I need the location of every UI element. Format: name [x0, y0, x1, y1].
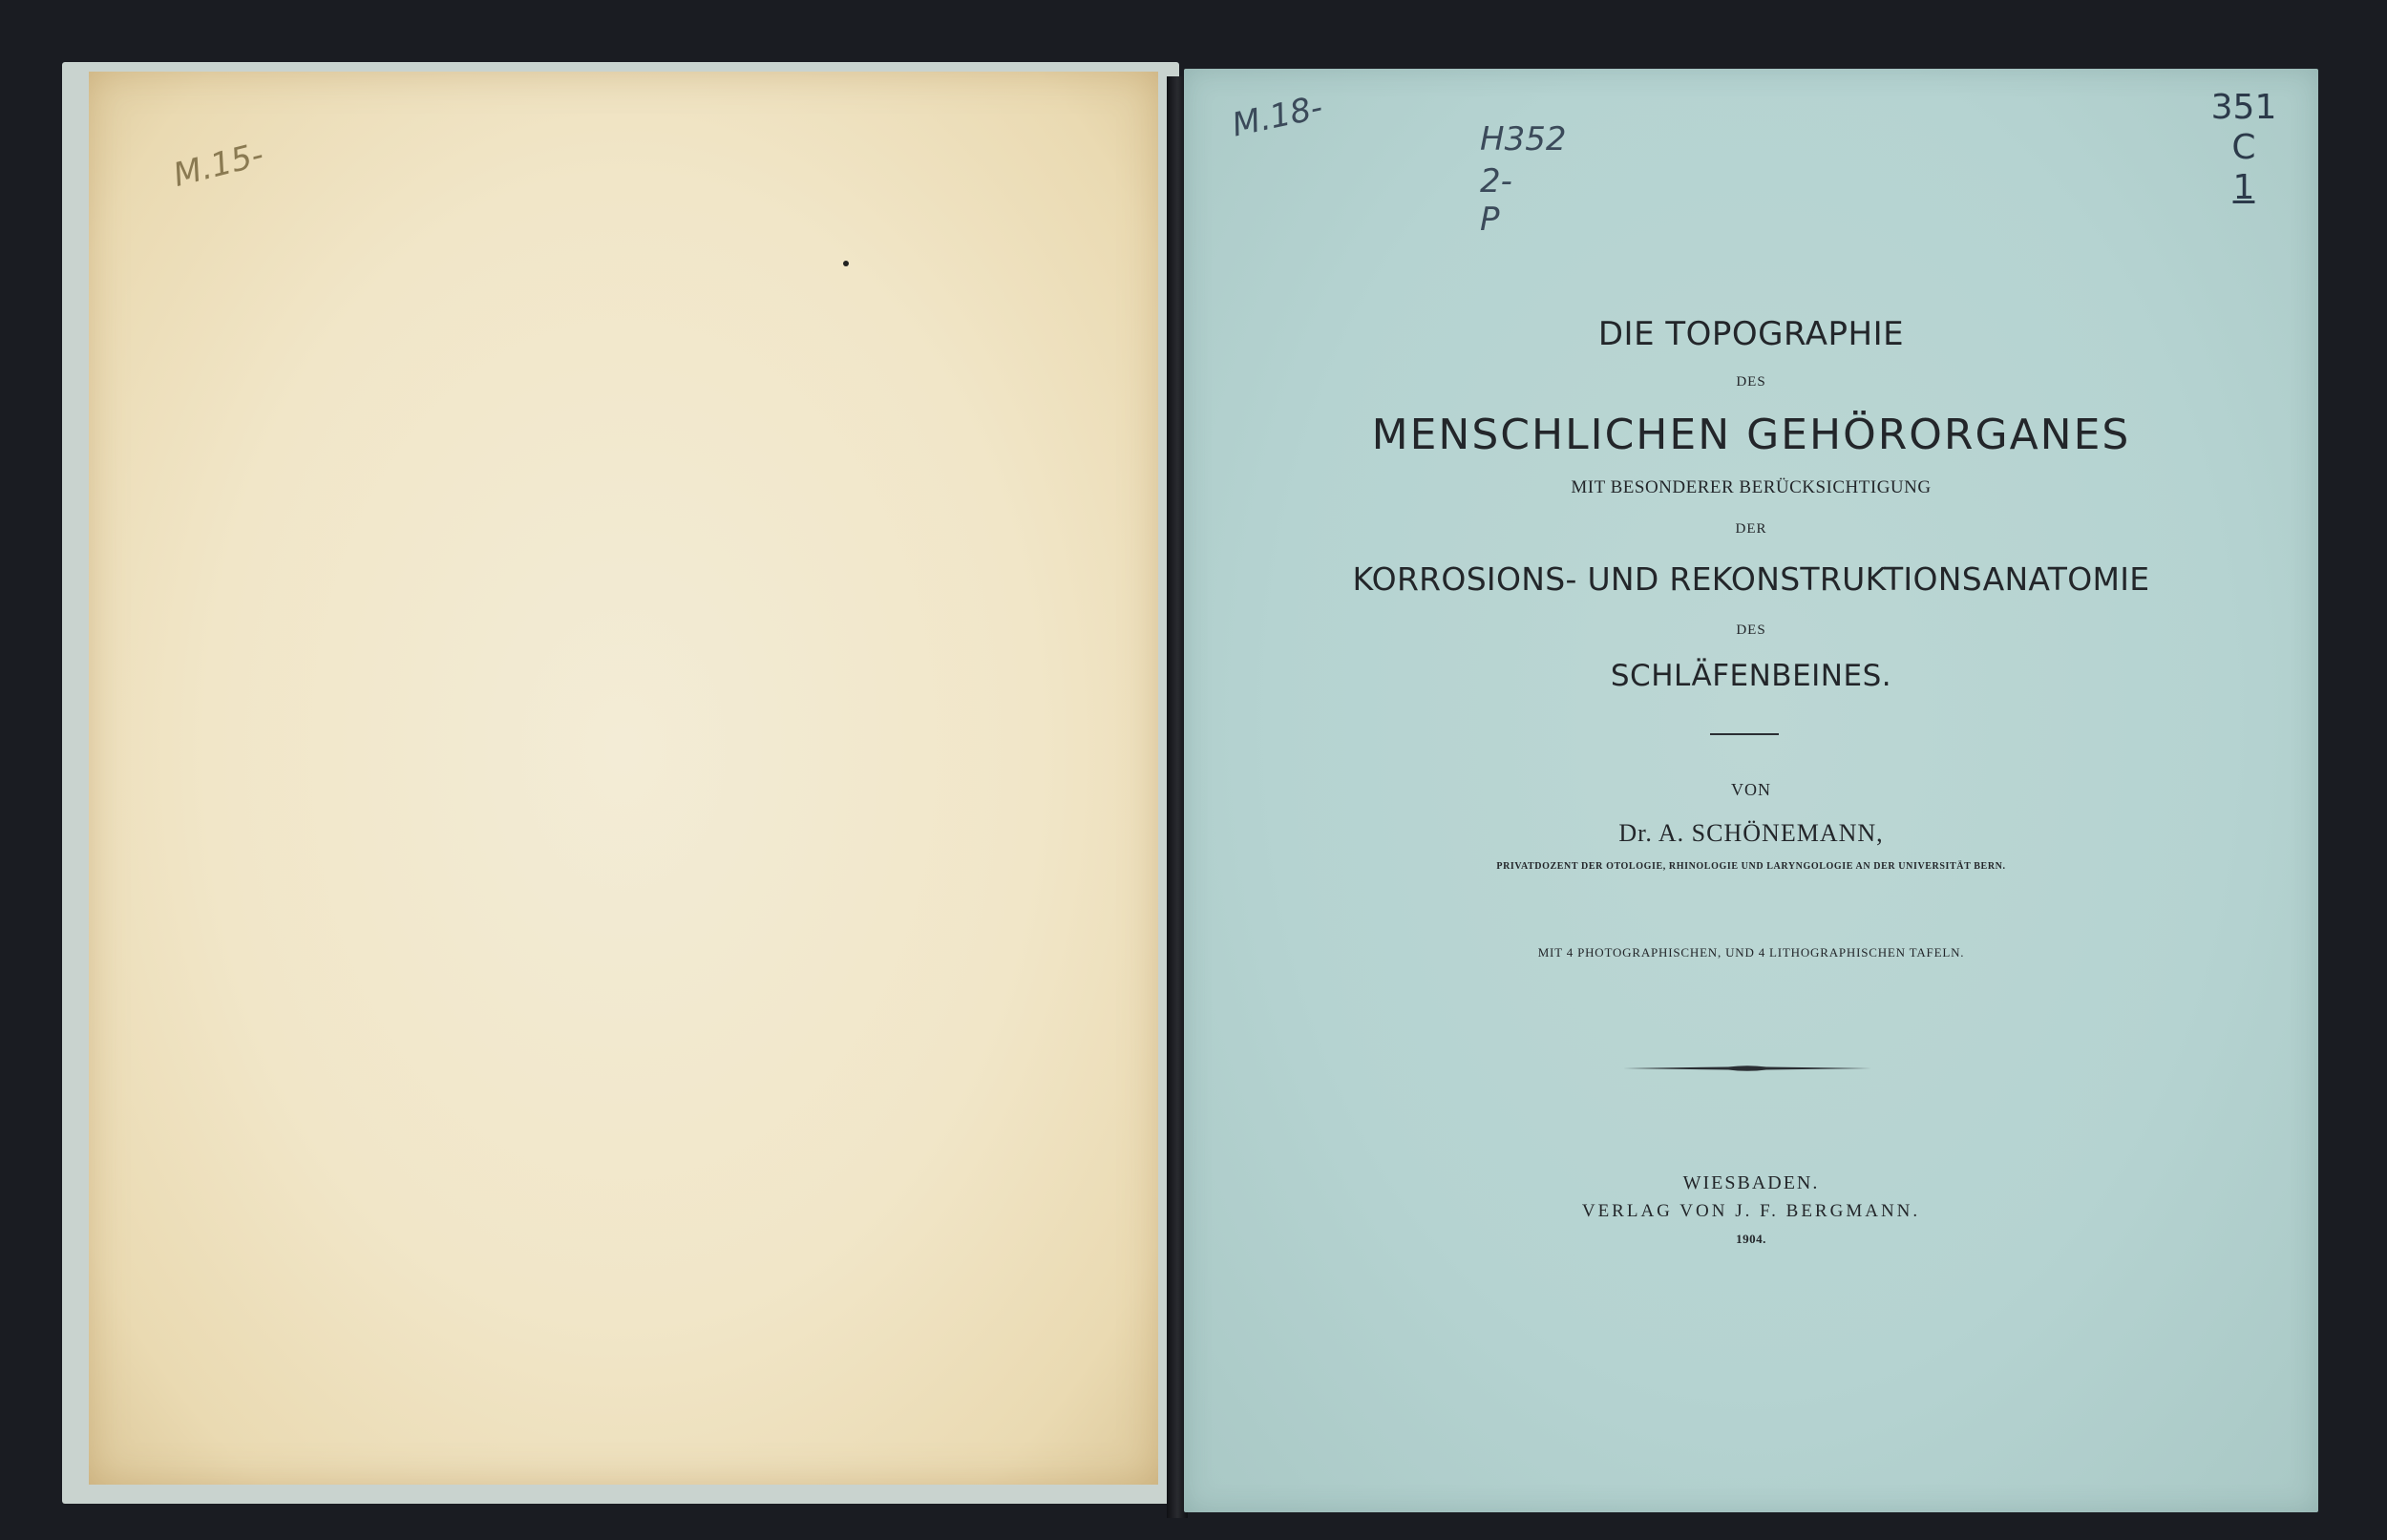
plates-note: MIT 4 PHOTOGRAPHISCHEN, UND 4 LITHOGRAPHISCHEN TAFELN. — [1537, 945, 1965, 960]
publication-city: WIESBADEN. — [1682, 1172, 1820, 1193]
paper-spot — [843, 261, 849, 266]
publisher: VERLAG VON J. F. BERGMANN. — [1581, 1201, 1921, 1221]
by-line: VON — [1731, 780, 1771, 799]
title-page — [1184, 69, 2318, 1512]
ornament-rule — [1623, 1062, 1871, 1075]
connector-word: DES — [1736, 374, 1766, 390]
connector-word: DES — [1736, 622, 1766, 638]
title-line: SCHLÄFENBEINES. — [1610, 659, 1892, 693]
handwritten-shelf-code: 2-P — [1480, 162, 1512, 239]
handwritten-note: M.15- — [169, 136, 268, 195]
title-line: KORROSIONS- UND REKONSTRUKTIONSANATOMIE — [1352, 560, 2150, 598]
connector-word: DER — [1735, 521, 1767, 537]
main-title: MENSCHLICHEN GEHÖRORGANES — [1371, 411, 2131, 459]
shelfmark — [2206, 88, 2282, 208]
shelfmark-line: C — [2231, 128, 2256, 167]
shelfmark-line: 1 — [2232, 168, 2255, 207]
author: Dr. A. SCHÖNEMANN, — [1618, 819, 1884, 847]
left-page — [62, 62, 1179, 1504]
handwritten-shelf-code: H352 — [1480, 120, 1567, 158]
author-affiliation: PRIVATDOZENT DER OTOLOGIE, RHINOLOGIE UND LARYNGOLOGIE AN DER UNIVERSITÄT BERN. — [1496, 861, 2006, 872]
divider — [1710, 733, 1779, 735]
shelfmark-line: 351 — [2210, 88, 2277, 127]
title-line: DIE TOPOGRAPHIE — [1597, 315, 1905, 353]
subtitle-line: MIT BESONDERER BERÜCKSICHTIGUNG — [1571, 477, 1932, 497]
publication-year: 1904. — [1736, 1232, 1766, 1246]
handwritten-note: M.18- — [1228, 88, 1326, 145]
left-page-paper — [89, 72, 1158, 1485]
